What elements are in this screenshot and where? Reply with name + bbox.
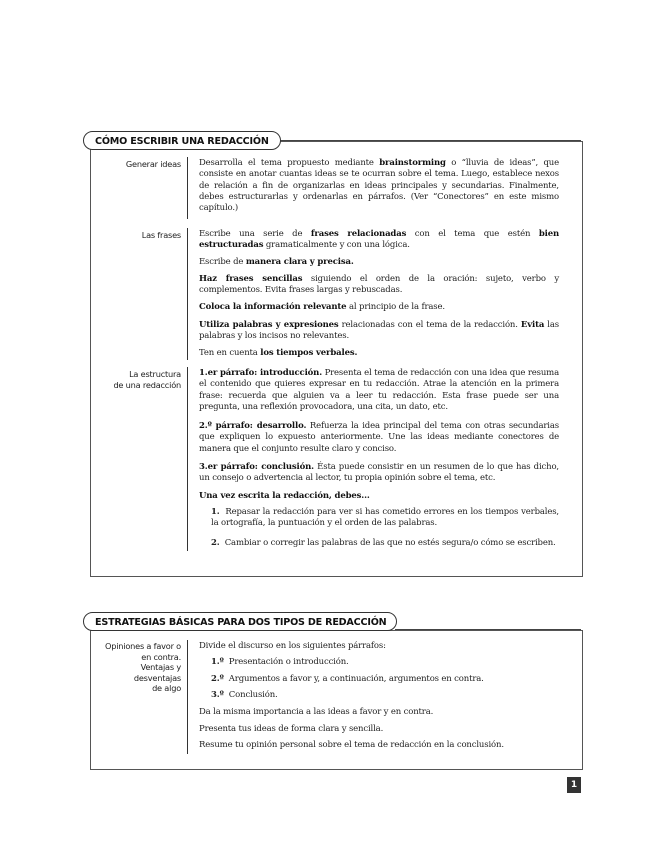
paragraph-frases-1: Escribe una serie de frases relacionadas con el tema que estén bien estructuradas gramaticalmente y con una lógica.	[199, 229, 559, 251]
section-title-strategies: ESTRATEGIAS BÁSICAS PARA DOS TIPOS DE REDACCIÓN	[83, 612, 397, 631]
paragraph-generar-ideas: Desarrolla el tema propuesto mediante brainstorming o “lluvia de ideas”, que consiste en anotar cuantas ideas se te ocurran sobre el tema. Luego, establece nexos de relación a fin de organizarlas en ideas principales y secundarias. Finalmente, debes estructurarlas y ordenarlas en párrafos. (Ver “Conectores” en este mismo capítulo.)	[199, 158, 559, 214]
section-title-rule	[395, 629, 581, 630]
list-item-argumentos: 2.º Argumentos a favor y, a continuación, argumentos en contra.	[211, 674, 484, 684]
paragraph-estructura-1: 1.er párrafo: introducción. Presenta el tema de redacción con una idea que resuma el contenido que quieres expresar en tu redacción. Atrae la atención en la primera frase: recuerda que alguien va a leer tu redacción. Esta frase puede ser una pregunta, una reflexión provocadora, una cita, un dato, etc.	[199, 368, 559, 412]
paragraph-frases-4: Coloca la información relevante al principio de la frase.	[199, 302, 445, 312]
list-item-repasar: 1. Repasar la redacción para ver si has cometido errores en los tiempos verbales, la ortografía, la puntuación y el orden de las palabras.	[211, 507, 559, 529]
paragraph-estructura-4: Una vez escrita la redacción, debes...	[199, 491, 370, 501]
divider-line	[187, 228, 188, 360]
paragraph-strategies-intro: Divide el discurso en los siguientes párrafos:	[199, 641, 386, 651]
label-estructura: La estructura de una redacción	[113, 369, 181, 390]
paragraph-strategies-3: Resume tu opinión personal sobre el tema de redacción en la conclusión.	[199, 740, 504, 750]
paragraph-frases-6: Ten en cuenta los tiempos verbales.	[199, 348, 358, 358]
label-las-frases: Las frases	[141, 230, 181, 240]
paragraph-estructura-3: 3.er párrafo: conclusión. Ésta puede consistir en un resumen de lo que has dicho, un consejo o advertencia al lector, tu propia opinión sobre el tema, etc.	[199, 462, 559, 484]
list-item-presentacion: 1.º Presentación o introducción.	[211, 657, 349, 667]
paragraph-strategies-2: Presenta tus ideas de forma clara y sencilla.	[199, 724, 384, 734]
paragraph-frases-2: Escribe de manera clara y precisa.	[199, 257, 354, 267]
divider-line	[187, 640, 188, 754]
paragraph-frases-3: Haz frases sencillas siguiendo el orden de la oración: sujeto, verbo y complementos. Evita frases largas y rebuscadas.	[199, 274, 559, 296]
divider-line	[187, 367, 188, 551]
list-item-conclusion: 3.º Conclusión.	[211, 690, 278, 700]
divider-line	[187, 157, 188, 219]
section-title-rule	[280, 140, 581, 141]
page-number: 1	[567, 777, 581, 793]
paragraph-frases-5: Utiliza palabras y expresiones relacionadas con el tema de la redacción. Evita las palabras y los incisos no relevantes.	[199, 320, 559, 342]
label-opiniones: Opiniones a favor o en contra. Ventajas y desventajas de algo	[104, 641, 181, 693]
paragraph-estructura-2: 2.º párrafo: desarrollo. Refuerza la idea principal del tema con otras secundarias que expliquen lo expuesto anteriormente. Une las ideas mediante conectores de manera que el conjunto resulte claro y conciso.	[199, 421, 560, 454]
paragraph-strategies-1: Da la misma importancia a las ideas a favor y en contra.	[199, 707, 434, 717]
label-generar-ideas: Generar ideas	[125, 159, 181, 169]
section-title-how-to-write: CÓMO ESCRIBIR UNA REDACCIÓN	[83, 131, 281, 150]
list-item-cambiar: 2. Cambiar o corregir las palabras de las que no estés segura/o cómo se escriben.	[211, 538, 556, 548]
